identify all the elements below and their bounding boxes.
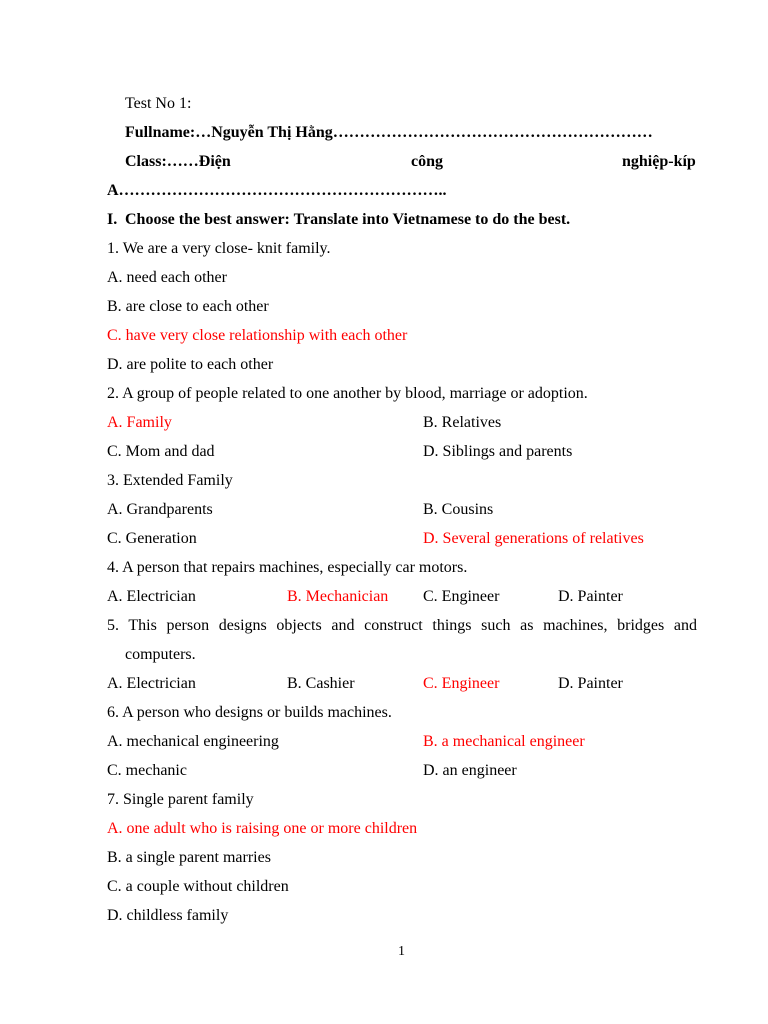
q4-option-b-answer: B. Mechanician xyxy=(287,588,389,605)
q4-option-c: C. Engineer xyxy=(423,588,500,605)
q2-option-d: D. Siblings and parents xyxy=(423,443,573,460)
class-word-nghiep: nghiệp-kíp xyxy=(622,153,696,170)
q1-option-b: B. are close to each other xyxy=(107,298,269,315)
q7-option-a-answer: A. one adult who is raising one or more children xyxy=(107,820,418,837)
question-4-stem: 4. A person that repairs machines, especially car motors. xyxy=(107,559,468,576)
q2-option-b: B. Relatives xyxy=(423,414,502,431)
fullname-line: Fullname:…Nguyễn Thị Hằng…………………………………………………… xyxy=(125,124,653,141)
q7-option-b: B. a single parent marries xyxy=(107,849,271,866)
q1-option-c-answer: C. have very close relationship with each other xyxy=(107,327,408,344)
q4-option-d: D. Painter xyxy=(558,588,623,605)
q7-option-c: C. a couple without children xyxy=(107,878,289,895)
q4-option-a: A. Electrician xyxy=(107,588,196,605)
q3-option-d-answer: D. Several generations of relatives xyxy=(423,530,644,547)
class-continuation: A…………………………………………………….. xyxy=(107,182,447,199)
q2-option-a-answer: A. Family xyxy=(107,414,172,431)
q2-option-c: C. Mom and dad xyxy=(107,443,215,460)
class-word-cong: công xyxy=(411,153,443,170)
q5-option-b: B. Cashier xyxy=(287,675,355,692)
q6-option-d: D. an engineer xyxy=(423,762,517,779)
section-title: Choose the best answer: Translate into Vietnamese to do the best. xyxy=(125,211,571,228)
test-number: Test No 1: xyxy=(125,95,192,112)
q1-option-d: D. are polite to each other xyxy=(107,356,274,373)
page-number: 1 xyxy=(398,944,405,959)
question-6-stem: 6. A person who designs or builds machines. xyxy=(107,704,392,721)
q3-option-a: A. Grandparents xyxy=(107,501,213,518)
question-2-stem: 2. A group of people related to one another by blood, marriage or adoption. xyxy=(107,385,588,402)
question-5-stem-line2: computers. xyxy=(125,646,196,663)
q7-option-d: D. childless family xyxy=(107,907,229,924)
q6-option-a: A. mechanical engineering xyxy=(107,733,279,750)
question-7-stem: 7. Single parent family xyxy=(107,791,254,808)
q1-option-a: A. need each other xyxy=(107,269,227,286)
question-5-stem-line1: 5. This person designs objects and construct things such as machines, bridges and xyxy=(107,617,697,634)
question-3-stem: 3. Extended Family xyxy=(107,472,233,489)
q5-option-c-answer: C. Engineer xyxy=(423,675,500,692)
q3-option-b: B. Cousins xyxy=(423,501,494,518)
class-label: Class:……Điện xyxy=(125,153,231,170)
q6-option-c: C. mechanic xyxy=(107,762,187,779)
q5-option-a: A. Electrician xyxy=(107,675,196,692)
q3-option-c: C. Generation xyxy=(107,530,197,547)
section-number: I. xyxy=(107,211,118,228)
q5-option-d: D. Painter xyxy=(558,675,623,692)
question-1-stem: 1. We are a very close- knit family. xyxy=(107,240,331,257)
q6-option-b-answer: B. a mechanical engineer xyxy=(423,733,585,750)
